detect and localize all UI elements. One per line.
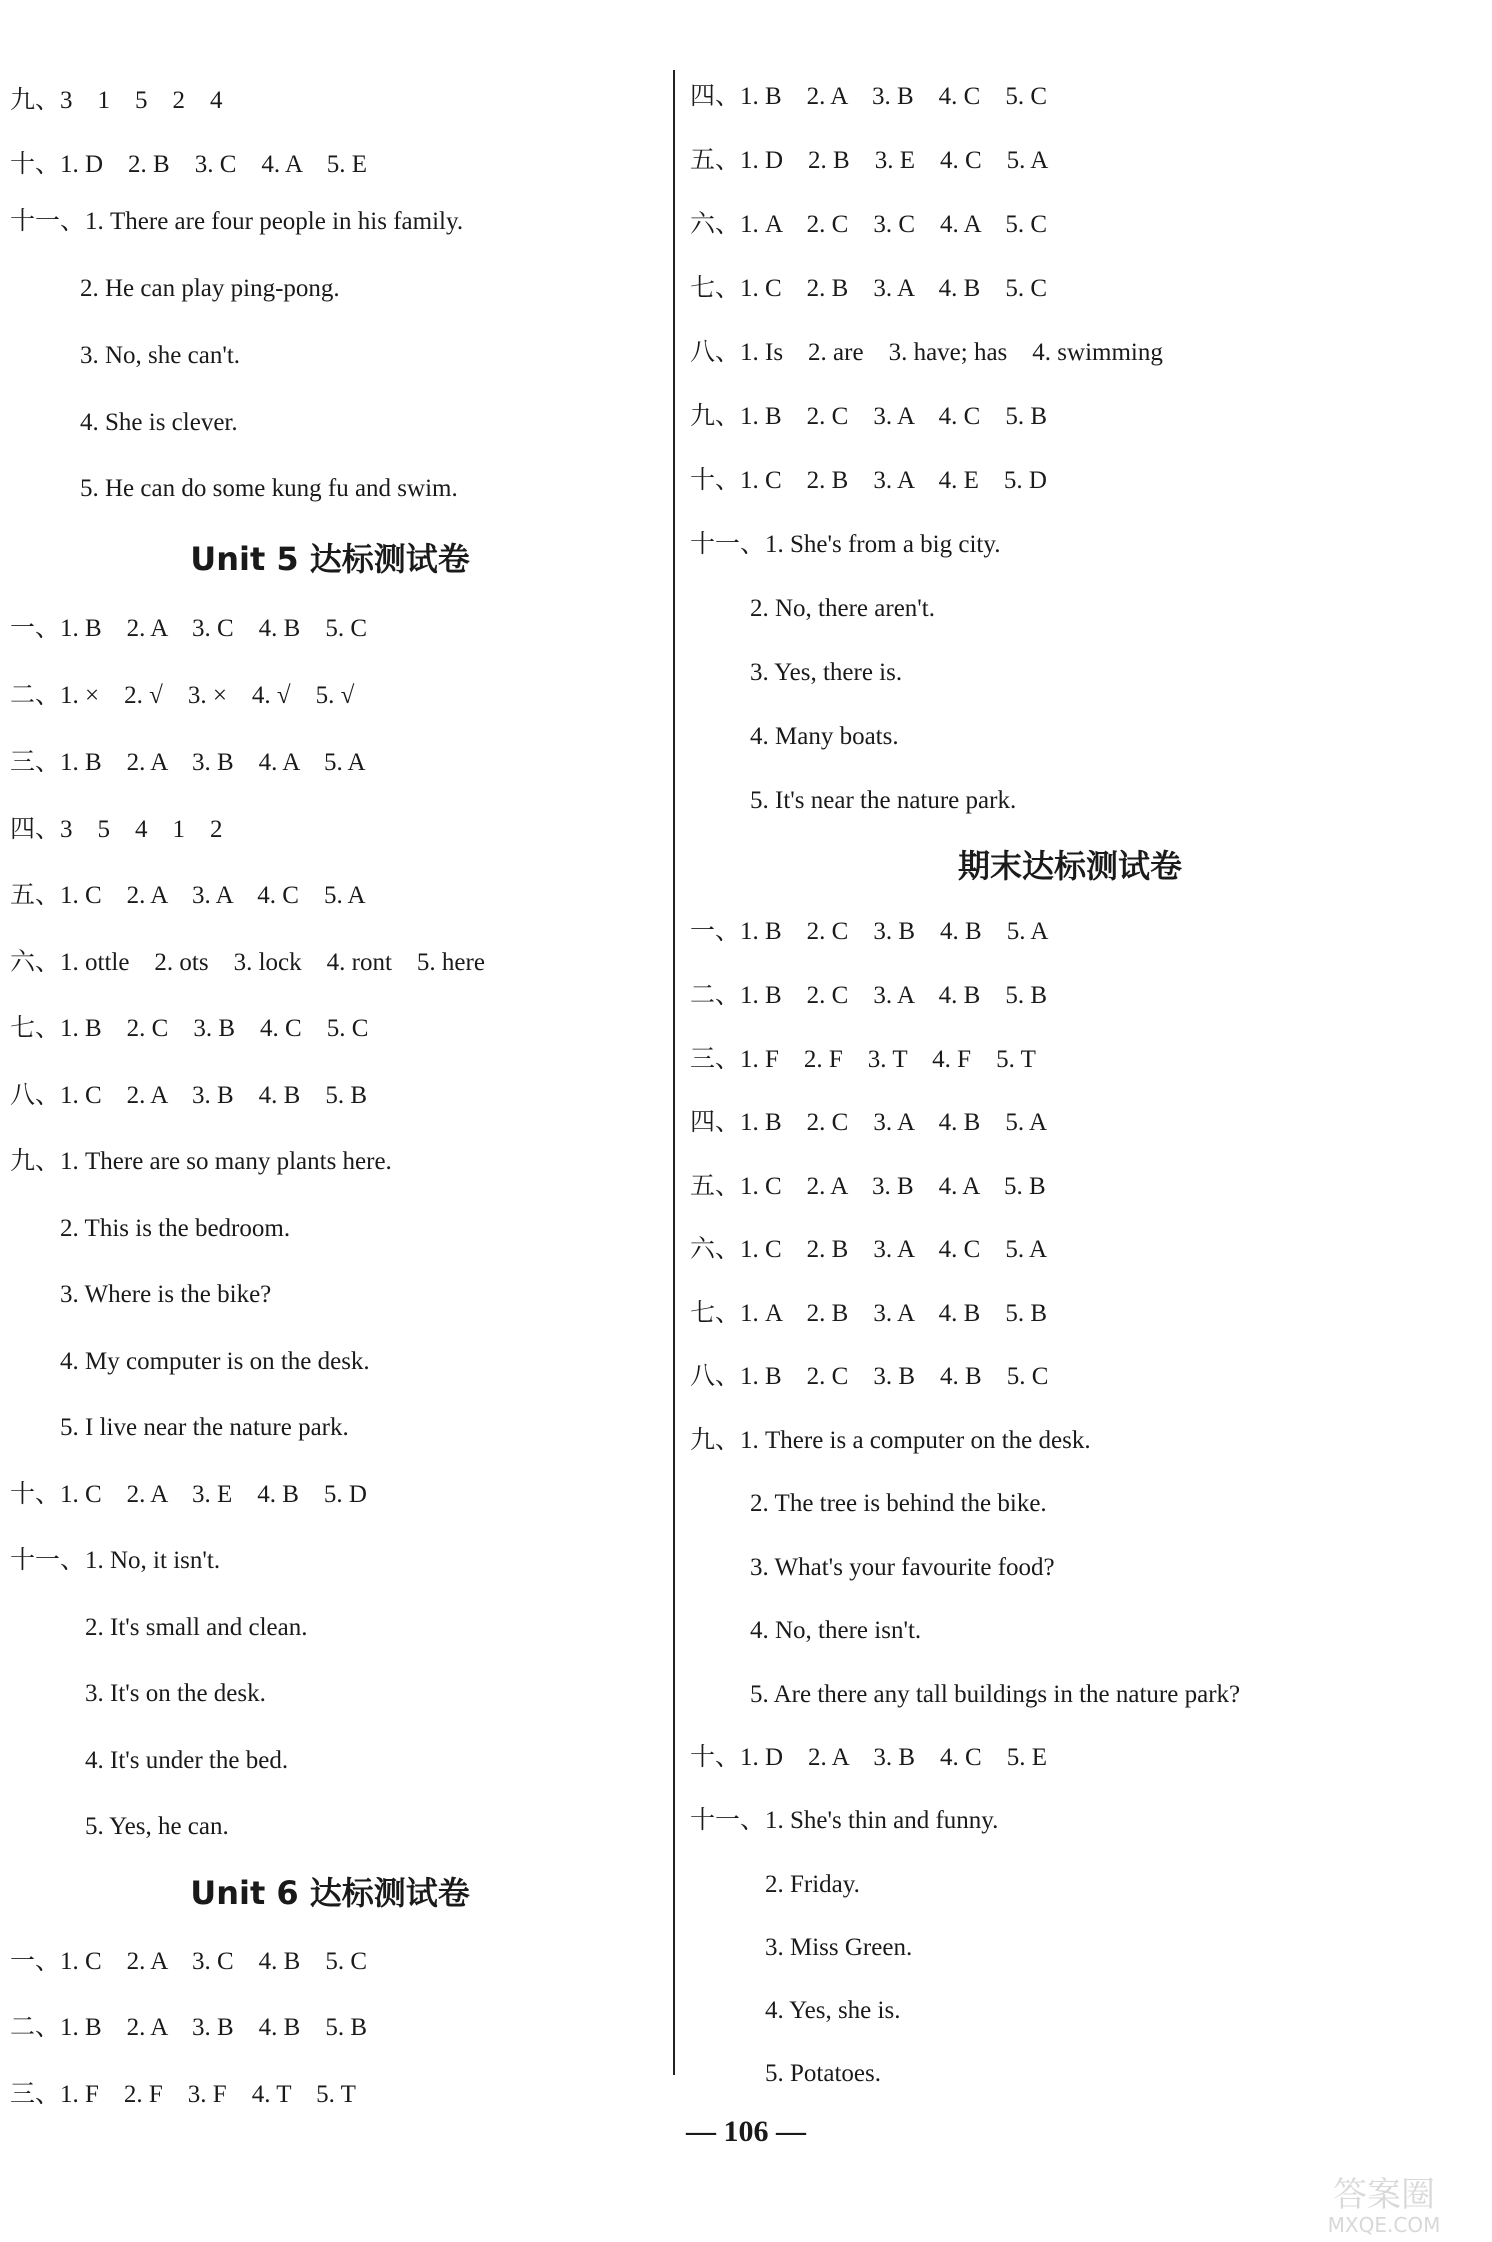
answer-subline: 2. No, there aren't. [750,595,935,622]
answer-line: 十一、1. She's thin and funny. [690,1807,999,1834]
answer-subline: 4. It's under the bed. [85,1747,289,1774]
answer-line: 七、1. C 2. B 3. A 4. B 5. C [690,275,1047,302]
answer-line: 六、1. ottle 2. ots 3. lock 4. ront 5. here [10,949,485,976]
watermark-logo [1284,2168,1484,2238]
answer-line: 九、3 1 5 2 4 [10,87,223,114]
answer-line: 三、1. F 2. F 3. T 4. F 5. T [690,1046,1036,1073]
answer-subline: 4. My computer is on the desk. [60,1348,370,1375]
answer-line: 十、1. C 2. A 3. E 4. B 5. D [10,1481,367,1508]
answer-line: 一、1. B 2. C 3. B 4. B 5. A [690,918,1049,945]
answer-line: 十、1. C 2. B 3. A 4. E 5. D [690,467,1047,494]
answer-line: 九、1. There is a computer on the desk. [690,1427,1091,1454]
answer-subline: 5. Potatoes. [765,2060,881,2087]
answer-subline: 5. He can do some kung fu and swim. [80,475,458,502]
answer-subline: 2. Friday. [765,1871,860,1898]
answer-line: 十一、1. No, it isn't. [10,1547,221,1574]
answer-line: 七、1. A 2. B 3. A 4. B 5. B [690,1300,1047,1327]
answer-subline: 2. This is the bedroom. [60,1215,291,1242]
answer-subline: 3. What's your favourite food? [750,1554,1055,1581]
page-number: — 106 — [686,2115,806,2148]
answer-line: 五、1. C 2. A 3. A 4. C 5. A [10,882,366,909]
answer-line: 三、1. B 2. A 3. B 4. A 5. A [10,749,366,776]
answer-subline: 3. Miss Green. [765,1934,913,1961]
answer-line: 九、1. There are so many plants here. [10,1148,392,1175]
section-title: Unit 5 达标测试卷 [190,540,470,578]
answer-line: 六、1. A 2. C 3. C 4. A 5. C [690,211,1047,238]
answer-subline: 3. It's on the desk. [85,1680,266,1707]
answer-line: 八、1. Is 2. are 3. have; has 4. swimming [690,339,1163,366]
answer-line: 四、3 5 4 1 2 [10,816,223,843]
answer-subline: 5. I live near the nature park. [60,1414,349,1441]
answer-line: 四、1. B 2. A 3. B 4. C 5. C [690,83,1047,110]
column-divider [673,70,675,2075]
answer-line: 十、1. D 2. A 3. B 4. C 5. E [690,1744,1047,1771]
answer-subline: 2. It's small and clean. [85,1614,308,1641]
answer-subline: 4. Many boats. [750,723,899,750]
answer-subline: 2. The tree is behind the bike. [750,1490,1047,1517]
answer-subline: 3. Yes, there is. [750,659,903,686]
answer-line: 一、1. C 2. A 3. C 4. B 5. C [10,1948,367,1975]
answer-subline: 5. Yes, he can. [85,1813,229,1840]
answer-line: 六、1. C 2. B 3. A 4. C 5. A [690,1236,1047,1263]
answer-line: 十一、1. There are four people in his family. [10,208,464,235]
answer-subline: 4. Yes, she is. [765,1997,901,2024]
answer-subline: 4. She is clever. [80,409,238,436]
answer-line: 七、1. B 2. C 3. B 4. C 5. C [10,1015,369,1042]
answer-subline: 5. It's near the nature park. [750,787,1017,814]
answer-line: 九、1. B 2. C 3. A 4. C 5. B [690,403,1047,430]
section-title: Unit 6 达标测试卷 [190,1874,470,1912]
answer-subline: 5. Are there any tall buildings in the nature park? [750,1681,1241,1708]
answer-line: 二、1. B 2. A 3. B 4. B 5. B [10,2014,367,2041]
answer-line: 一、1. B 2. A 3. C 4. B 5. C [10,615,367,642]
answer-line: 五、1. C 2. A 3. B 4. A 5. B [690,1173,1046,1200]
answer-line: 四、1. B 2. C 3. A 4. B 5. A [690,1109,1047,1136]
answer-line: 二、1. × 2. √ 3. × 4. √ 5. √ [10,682,355,709]
answer-line: 二、1. B 2. C 3. A 4. B 5. B [690,982,1047,1009]
answer-line: 八、1. B 2. C 3. B 4. B 5. C [690,1363,1049,1390]
answer-line: 十、1. D 2. B 3. C 4. A 5. E [10,151,367,178]
watermark-line1: 答案圈 [1333,2175,1435,2215]
answer-line: 八、1. C 2. A 3. B 4. B 5. B [10,1082,367,1109]
watermark-line2: MXQE.COM [1327,2213,1441,2237]
answer-subline: 3. No, she can't. [80,342,241,369]
answer-subline: 4. No, there isn't. [750,1617,922,1644]
answer-line: 十一、1. She's from a big city. [690,531,1001,558]
answer-line: 三、1. F 2. F 3. F 4. T 5. T [10,2081,356,2108]
answer-subline: 2. He can play ping-pong. [80,275,340,302]
answer-subline: 3. Where is the bike? [60,1281,272,1308]
section-title: 期末达标测试卷 [957,847,1182,885]
answer-line: 五、1. D 2. B 3. E 4. C 5. A [690,147,1049,174]
